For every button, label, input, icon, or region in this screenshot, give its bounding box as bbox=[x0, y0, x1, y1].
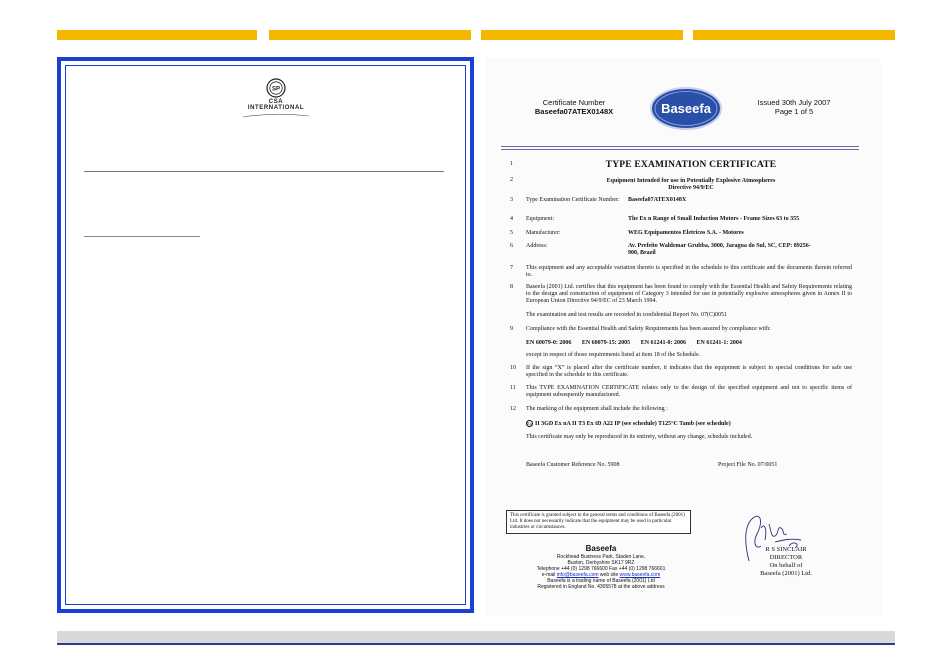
signer-organisation: Baseefa (2001) Ltd. bbox=[760, 570, 812, 577]
header-bar-4 bbox=[693, 30, 895, 40]
header-bar-2 bbox=[269, 30, 471, 40]
address-line: Buxton, Derbyshire SK17 9RZ bbox=[567, 560, 635, 566]
baseefa-logo-text: Baseefa bbox=[661, 101, 711, 116]
equipment-marking bbox=[526, 420, 731, 427]
subtitle-line-2: Directive 94/9/EC bbox=[668, 185, 714, 191]
clause-7: This equipment and any acceptable variation thereto is specified in the schedule to this certificate and the documents therein referred to. bbox=[526, 265, 852, 278]
page-count: Page 1 of 5 bbox=[774, 107, 814, 116]
standard-item: EN 60079-15: 2005 bbox=[581, 340, 631, 346]
signer-behalf: On behalf of bbox=[769, 562, 803, 569]
csa-divider bbox=[84, 171, 444, 172]
baseefa-logo bbox=[649, 86, 723, 131]
csa-short-divider bbox=[84, 236, 200, 237]
certificate-number: Baseefa07ATEX0148X bbox=[534, 107, 614, 116]
item-number: 4 bbox=[510, 216, 513, 222]
header-rule-bottom bbox=[501, 149, 859, 150]
csa-seal-icon bbox=[266, 78, 286, 98]
website-link[interactable]: www.baseefa.com bbox=[619, 572, 661, 578]
address-label: Address: bbox=[526, 243, 548, 249]
project-file: Project File No. 07/0051 bbox=[718, 462, 778, 468]
footer-band bbox=[57, 631, 895, 643]
item-number: 8 bbox=[510, 284, 513, 290]
clause-11: This TYPE EXAMINATION CERTIFICATE relates only to the design of the specified equipment and not to specific items of equipment subsequently manufactured. bbox=[526, 385, 852, 398]
subtitle-line-1: Equipment Intended for use in Potentially Explosive Atmospheres bbox=[606, 178, 776, 184]
baseefa-certificate bbox=[486, 58, 881, 616]
certificate-subtitle bbox=[526, 178, 856, 192]
clause-9-exception: except in respect of those requirements listed at item 18 of the Schedule. bbox=[526, 352, 701, 358]
clause-9: Compliance with the Essential Health and Safety Requirements has been assured by compliance with: bbox=[526, 326, 771, 332]
email-label: e-mail bbox=[541, 572, 556, 578]
terms-box: This certificate is granted subject to the general terms and conditions of Baseefa (2001) Ltd. It does not necessarily indicate that the equipment may be used in particular industries or circumstances. bbox=[506, 510, 691, 534]
email-link[interactable]: info@baseefa.com bbox=[556, 572, 599, 578]
header-bar-3 bbox=[481, 30, 683, 40]
certificate-number-block bbox=[514, 98, 634, 116]
csa-inner-frame bbox=[65, 65, 466, 605]
certificate-number-label: Certificate Number bbox=[542, 98, 606, 107]
equipment-value: The Ex n Range of Small Induction Motors - Frame Sizes 63 to 355 bbox=[628, 216, 800, 222]
standard-item: EN 61241-0: 2006 bbox=[640, 340, 687, 346]
address-phone: Telephone +44 (0) 1298 766600 Fax +44 (0) 1298 766601 bbox=[536, 566, 666, 572]
item-number: 6 bbox=[510, 243, 513, 249]
clause-12: The marking of the equipment shall include the following : bbox=[526, 406, 668, 412]
standards-list bbox=[526, 340, 856, 346]
signer-title: DIRECTOR bbox=[769, 554, 803, 561]
web-label: web site bbox=[599, 572, 619, 578]
address-line: Baseefa is a trading name of Baseefa (2001) Ltd bbox=[547, 578, 655, 584]
item-number: 5 bbox=[510, 230, 513, 236]
certificate-title: TYPE EXAMINATION CERTIFICATE bbox=[605, 160, 777, 170]
item-number: 10 bbox=[510, 365, 516, 371]
manufacturer-value: WEG Equipamentos Eletricos S.A. - Motores bbox=[628, 230, 744, 236]
certificate-number-field-value: Baseefa07ATEX0148X bbox=[628, 197, 687, 203]
item-number: 12 bbox=[510, 406, 516, 412]
address-line: Rockhead Business Park, Staden Lane, bbox=[556, 554, 646, 560]
certificate-number-field-label: Type Examination Certificate Number: bbox=[526, 197, 620, 203]
address-company-name: Baseefa bbox=[585, 544, 617, 553]
reproduction-note: This certificate may only be reproduced in its entirety, without any change, schedule included. bbox=[526, 434, 753, 440]
csa-certificate-panel bbox=[57, 57, 474, 613]
baseefa-address-block bbox=[506, 544, 696, 590]
issue-block bbox=[734, 98, 854, 116]
clause-8-report: The examination and test results are recorded in confidential Report No. 07(C)0051 bbox=[526, 312, 727, 318]
clause-8: Baseefa (2001) Ltd. certifies that this equipment has been found to comply with the Essential Health and Safety Requirements relating to the design and construction of equipment of Category 3 intended for use in potentially explosive atmospheres given in Annex II to European Union Directive 94/9/EC of 23 March 1994. bbox=[526, 284, 852, 304]
address-value: Av. Prefeito Waldemar Grubba, 3000, Jaragua do Sul, SC, CEP: 89256-900, Brazil bbox=[628, 243, 811, 256]
ex-marking-icon: Ex bbox=[527, 421, 532, 426]
item-number: 11 bbox=[510, 385, 516, 391]
svg-text:SP: SP bbox=[271, 86, 281, 93]
item-number: 3 bbox=[510, 197, 513, 203]
csa-logo bbox=[241, 78, 311, 118]
marking-text: II 3GD Ex nA II T3 Ex tD A22 IP (see schedule) T125°C Tamb (see schedule) bbox=[535, 420, 731, 427]
header-rule-top bbox=[501, 146, 859, 147]
item-number: 9 bbox=[510, 326, 513, 332]
item-number: 2 bbox=[510, 177, 513, 183]
customer-reference: Baseefa Customer Reference No. 5908 bbox=[526, 462, 620, 468]
standard-item: EN 61241-1: 2004 bbox=[696, 340, 742, 346]
equipment-label: Equipment: bbox=[526, 216, 554, 222]
signer-name: R S SINCLAIR bbox=[765, 546, 807, 553]
csa-logo-swoosh-icon bbox=[241, 111, 311, 119]
signatory-block bbox=[741, 546, 831, 578]
footer-rule bbox=[57, 643, 895, 645]
item-number: 1 bbox=[510, 161, 513, 167]
clause-10: If the sign “X” is placed after the certificate number, it indicates that the equipment is subject to special conditions for safe use specified in the schedule to this certificate. bbox=[526, 365, 852, 378]
csa-logo-text: CSA INTERNATIONAL bbox=[247, 99, 305, 111]
issued-date: Issued 30th July 2007 bbox=[757, 98, 831, 107]
manufacturer-label: Manufacturer: bbox=[526, 230, 561, 236]
address-line: Registered in England No. 4305578 at the above address bbox=[537, 584, 665, 590]
item-number: 7 bbox=[510, 265, 513, 271]
standard-item: EN 60079-0: 2006 bbox=[526, 340, 572, 346]
header-bar-1 bbox=[57, 30, 257, 40]
